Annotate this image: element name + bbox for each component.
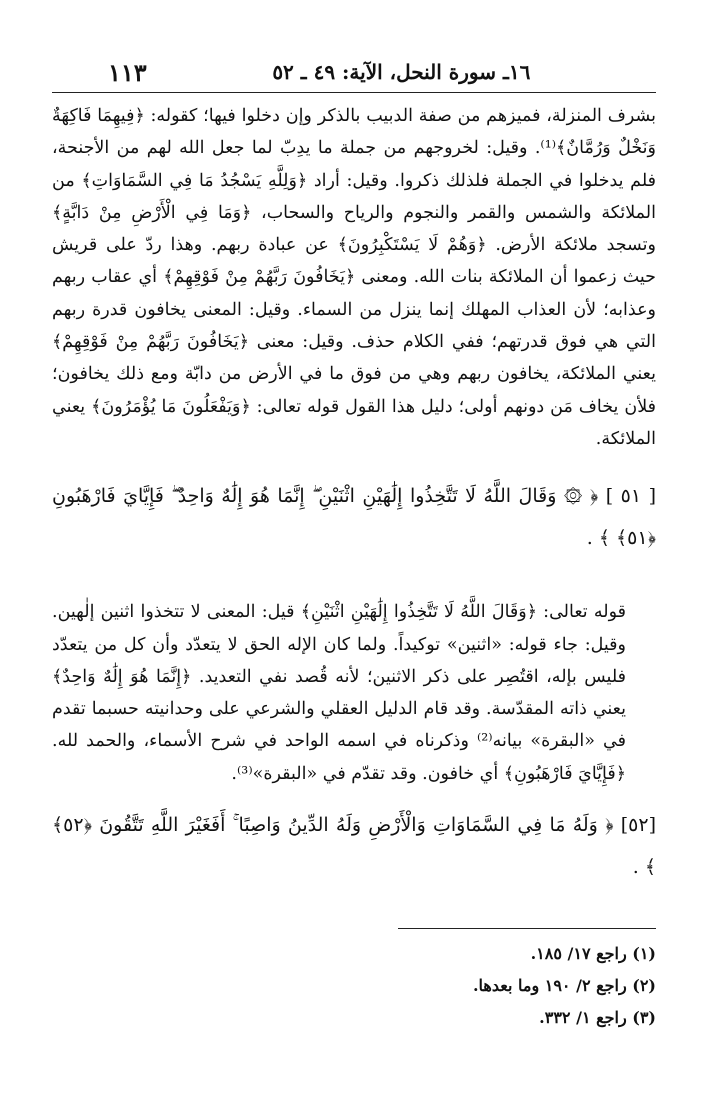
footnote-3: (٣) راجع ١/ ٣٣٢. (539, 1008, 656, 1027)
page-header (108, 52, 656, 92)
verse-51: [ ٥١ ] ﴿ ۞ وَقَالَ اللَّهُ لَا تَتَّخِذُوا إِلَٰهَيْنِ اثْنَيْنِ ۖ إِنَّمَا هُوَ إِلَٰهٌ وَاحِدٌ ۖ فَإِيَّايَ فَارْهَبُونِ ﴿٥١﴾ ﴾ . (52, 485, 657, 550)
commentary-paragraph-1: بشرف المنزلة، فميزهم من صفة الدبيب بالذكر وإن دخلوا فيها؛ كقوله: ﴿فِيهِمَا فَاكِهَةٌ وَنَخْلٌ وَرُمَّانٌ﴾⁽¹⁾. وقيل: لخروجهم من جملة ما يدِبّ لما جعل الله لهم من الأجنحة، فلم يدخلوا في الجملة فلذلك ذكروا. وقيل: أراد ﴿وَلِلَّهِ يَسْجُدُ مَا فِي السَّمَاوَاتِ﴾ من الملائكة والشمس والقمر والنجوم والرياح والسحاب، ﴿وَمَا فِي الْأَرْضِ مِنْ دَابَّةٍ﴾ وتسجد ملائكة الأرض. ﴿وَهُمْ لَا يَسْتَكْبِرُونَ﴾ عن عبادة ربهم. وهذا ردّ على قريش حيث زعموا أن الملائكة بنات الله. ومعنى ﴿يَخَافُونَ رَبَّهُمْ مِنْ فَوْقِهِمْ﴾ أي عقاب ربهم وعذابه؛ لأن العذاب المهلك إنما ينزل من السماء. وقيل: المعنى يخافون قدرة ربهم التي هي فوق قدرتهم؛ ففي الكلام حذف. وقيل: معنى ﴿يَخَافُونَ رَبَّهُمْ مِنْ فَوْقِهِمْ﴾ يعني الملائكة، يخافون ربهم وهي من فوق ما في الأرض من دابّة ومع ذلك يخافون؛ فلأن يخاف مَن دونهم أولى؛ دليل هذا القول قوله تعالى: ﴿وَيَفْعَلُونَ مَا يُؤْمَرُونَ﴾ يعني الملائكة. (52, 106, 657, 449)
running-title: ١٦ـ سورة النحل، الآية: ٤٩ ـ ٥٢ (272, 60, 531, 84)
header-rule (52, 92, 656, 93)
footnote-2: (٢) راجع ٢/ ١٩٠ وما بعدها. (472, 976, 656, 995)
commentary-paragraph-2: قوله تعالى: ﴿وَقَالَ اللَّهُ لَا تَتَّخِذُوا إِلَٰهَيْنِ اثْنَيْنِ﴾ قيل: المعنى لا تتخذوا اثنين إلٰهين. وقيل: جاء قوله: «اثنين» توكيداً. ولما كان الإله الحق لا يتعدّد وأن كل من يتعدّد فليس بإله، اقتُصِر على ذكر الاثنين؛ لأنه قُصد نفي التعديد. ﴿إِنَّمَا هُوَ إِلَٰهٌ وَاحِدٌ﴾ يعني ذاته المقدّسة. وقد قام الدليل العقلي والشرعي على وحدانيته حسبما تقدم في «البقرة» بيانه⁽²⁾ وذكرناه في اسمه الواحد في شرح الأسماء، والحمد لله. ﴿فَإِيَّايَ فَارْهَبُونِ﴾ أي خافون. وقد تقدّم في «البقرة»⁽³⁾. (52, 602, 626, 784)
footnotes (52, 938, 656, 1034)
verse-52: [٥٢] ﴿ وَلَهُ مَا فِي السَّمَاوَاتِ وَالْأَرْضِ وَلَهُ الدِّينُ وَاصِبًا ۚ أَفَغَيْرَ اللَّهِ تَتَّقُونَ ﴿٥٢﴾ ﴾ . (52, 814, 656, 879)
main-text (52, 100, 656, 907)
footnote-rule (398, 928, 656, 929)
page-number: ١١٣ (108, 57, 147, 87)
footnote-1: (١) راجع ١٧/ ١٨٥. (530, 944, 656, 963)
spacer (52, 578, 656, 596)
